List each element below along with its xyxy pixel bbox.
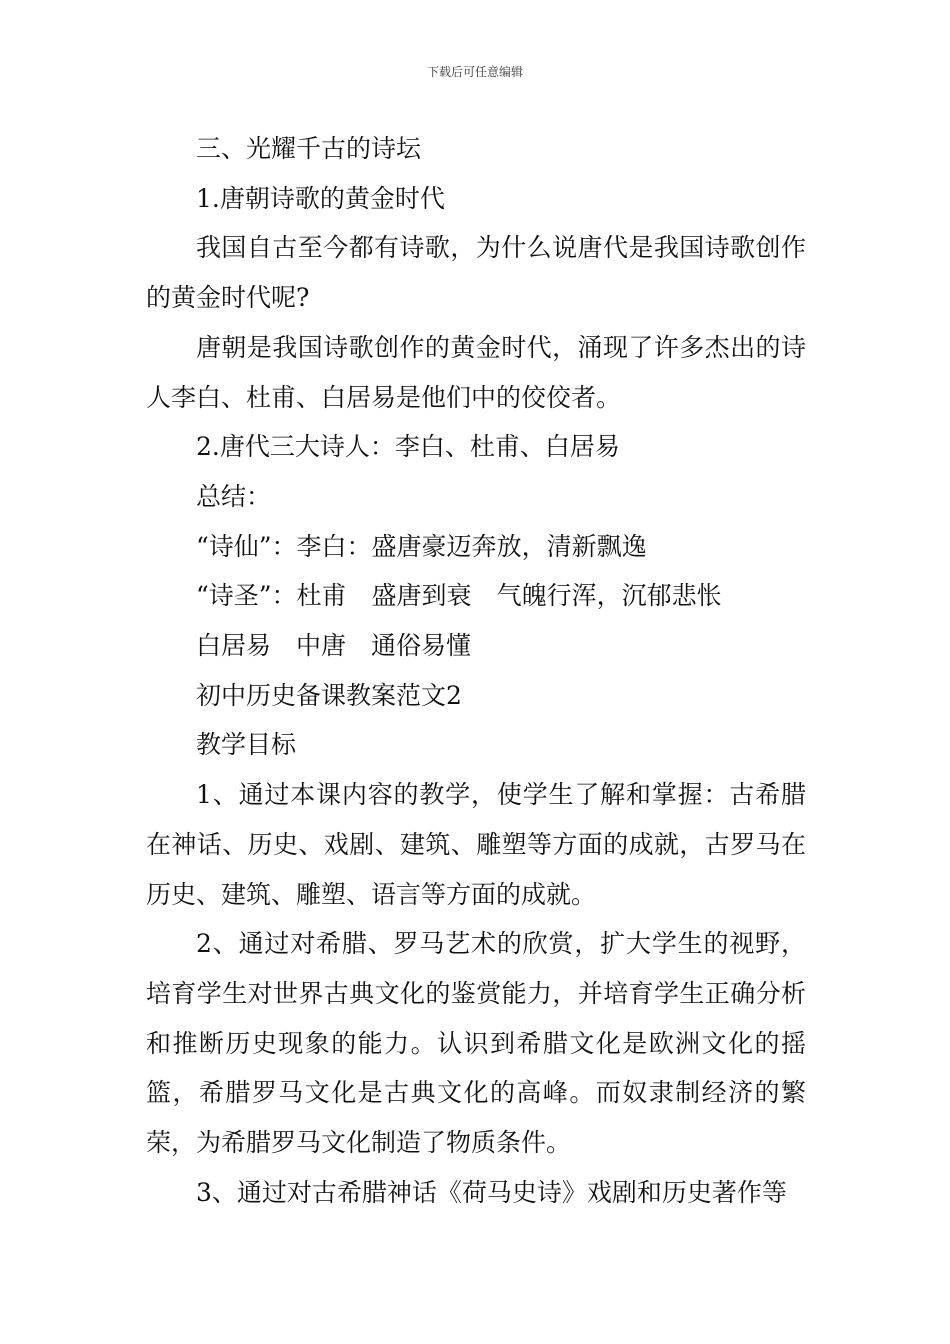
summary-label: 总结： [196,481,272,511]
page-header-note: 下载后可任意编辑 [426,65,523,79]
subheading-three-poets: 2.唐代三大诗人：李白、杜甫、白居易 [196,432,620,462]
summary-li-bai: “诗仙”：李白：盛唐豪迈奔放，清新飘逸 [196,531,647,561]
section-title-lesson-plan-2: 初中历史备课教案范文2 [196,680,462,710]
goal-item-3: 3、通过对古希腊神话《荷马史诗》戏剧和历史著作等 [196,1177,787,1207]
paragraph-answer: 唐朝是我国诗歌创作的黄金时代，涌现了许多杰出的诗人李白、杜甫、白居易是他们中的佼佼者。 [146,332,806,412]
summary-du-fu: “诗圣”：杜甫 盛唐到衰 气魄行浑，沉郁悲怅 [196,581,722,611]
goal-item-1: 1、通过本课内容的教学，使学生了解和掌握：古希腊在神话、历史、戏剧、建筑、雕塑等方面的成就，古罗马在历史、建筑、雕塑、语言等方面的成就。 [146,780,806,909]
subheading-golden-age: 1.唐朝诗歌的黄金时代 [196,183,445,213]
summary-bai-juyi: 白居易 中唐 通俗易懂 [196,631,472,661]
paragraph-question: 我国自古至今都有诗歌，为什么说唐代是我国诗歌创作的黄金时代呢? [146,233,806,313]
goal-item-2: 2、通过对希腊、罗马艺术的欣赏，扩大学生的视野，培育学生对世界古典文化的鉴赏能力，并培育学生正确分析和推断历史现象的能力。认识到希腊文化是欧洲文化的摇篮，希腊罗马文化是古典文化的高峰。而奴隶制经济的繁荣，为希腊罗马文化制造了物质条件。 [146,929,806,1158]
section-heading-poetry: 三、光耀千古的诗坛 [196,134,422,163]
heading-teaching-goals: 教学目标 [196,730,297,760]
document-body [146,124,806,1217]
